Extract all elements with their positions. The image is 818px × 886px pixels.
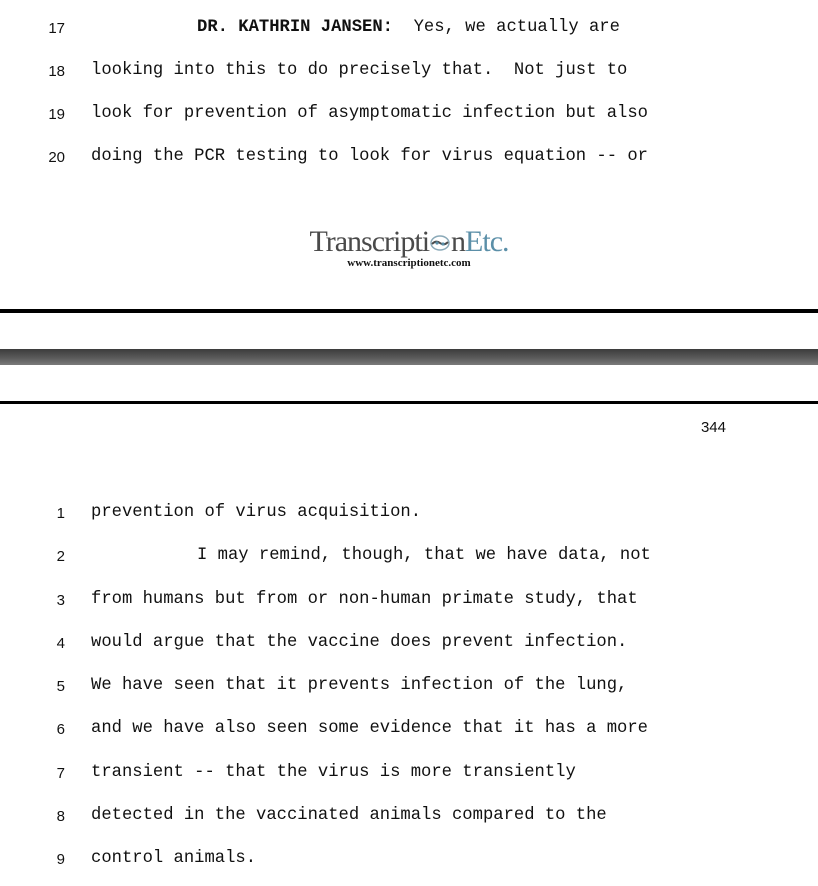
transcript-line xyxy=(0,762,818,786)
transcript-line xyxy=(0,632,818,656)
logo-text-transcripti: Transcripti xyxy=(309,225,430,258)
line-text: look for prevention of asymptomatic infection but also xyxy=(91,104,648,123)
transcript-line xyxy=(0,545,818,569)
line-text: transient -- that the virus is more transiently xyxy=(91,763,576,782)
line-text xyxy=(197,18,620,37)
transcript-line xyxy=(0,103,818,127)
line-text: looking into this to do precisely that. Not just to xyxy=(91,61,628,80)
line-number: 4 xyxy=(56,635,65,652)
speech-text: Yes, we actually are xyxy=(392,18,620,37)
line-number: 2 xyxy=(56,548,65,565)
line-number: 3 xyxy=(56,592,65,609)
line-number: 6 xyxy=(56,721,65,738)
line-number: 7 xyxy=(56,765,65,782)
transcript-line xyxy=(0,17,818,41)
line-text: prevention of virus acquisition. xyxy=(91,503,422,522)
transcript-line xyxy=(0,589,818,613)
page-number: 344 xyxy=(700,419,726,436)
line-number: 8 xyxy=(56,808,65,825)
line-text: from humans but from or non-human primate study, that xyxy=(91,590,638,609)
logo-text-n: n xyxy=(451,225,466,258)
transcription-etc-logo xyxy=(0,225,818,269)
line-text: and we have also seen some evidence that it has a more xyxy=(91,719,648,738)
line-text: detected in the vaccinated animals compared to the xyxy=(91,806,607,825)
line-number: 18 xyxy=(48,63,65,80)
logo-wordmark xyxy=(0,225,818,259)
line-number: 1 xyxy=(56,505,65,522)
line-number: 5 xyxy=(56,678,65,695)
line-number: 9 xyxy=(56,851,65,868)
line-text: We have seen that it prevents infection of the lung, xyxy=(91,676,628,695)
speaker-name: DR. KATHRIN JANSEN: xyxy=(197,18,393,37)
transcript-line xyxy=(0,848,818,872)
line-number: 19 xyxy=(48,106,65,123)
line-text: doing the PCR testing to look for virus equation -- or xyxy=(91,147,648,166)
line-number: 17 xyxy=(48,20,65,37)
transcript-line xyxy=(0,805,818,829)
page-break-gray-bar xyxy=(0,349,818,365)
transcript-line xyxy=(0,60,818,84)
page-break-rule-bottom xyxy=(0,401,818,404)
logo-url: www.transcriptionetc.com xyxy=(347,257,471,269)
logo-text-etc: Etc. xyxy=(465,225,509,258)
transcript-line xyxy=(0,146,818,170)
line-text: control animals. xyxy=(91,849,257,868)
transcript-line xyxy=(0,675,818,699)
handshake-icon xyxy=(429,226,451,246)
transcript-line xyxy=(0,718,818,742)
transcript-line xyxy=(0,502,818,526)
line-text: I may remind, though, that we have data, not xyxy=(197,546,651,565)
line-text: would argue that the vaccine does prevent infection. xyxy=(91,633,628,652)
page-break-rule-top xyxy=(0,309,818,313)
line-number: 20 xyxy=(48,149,65,166)
